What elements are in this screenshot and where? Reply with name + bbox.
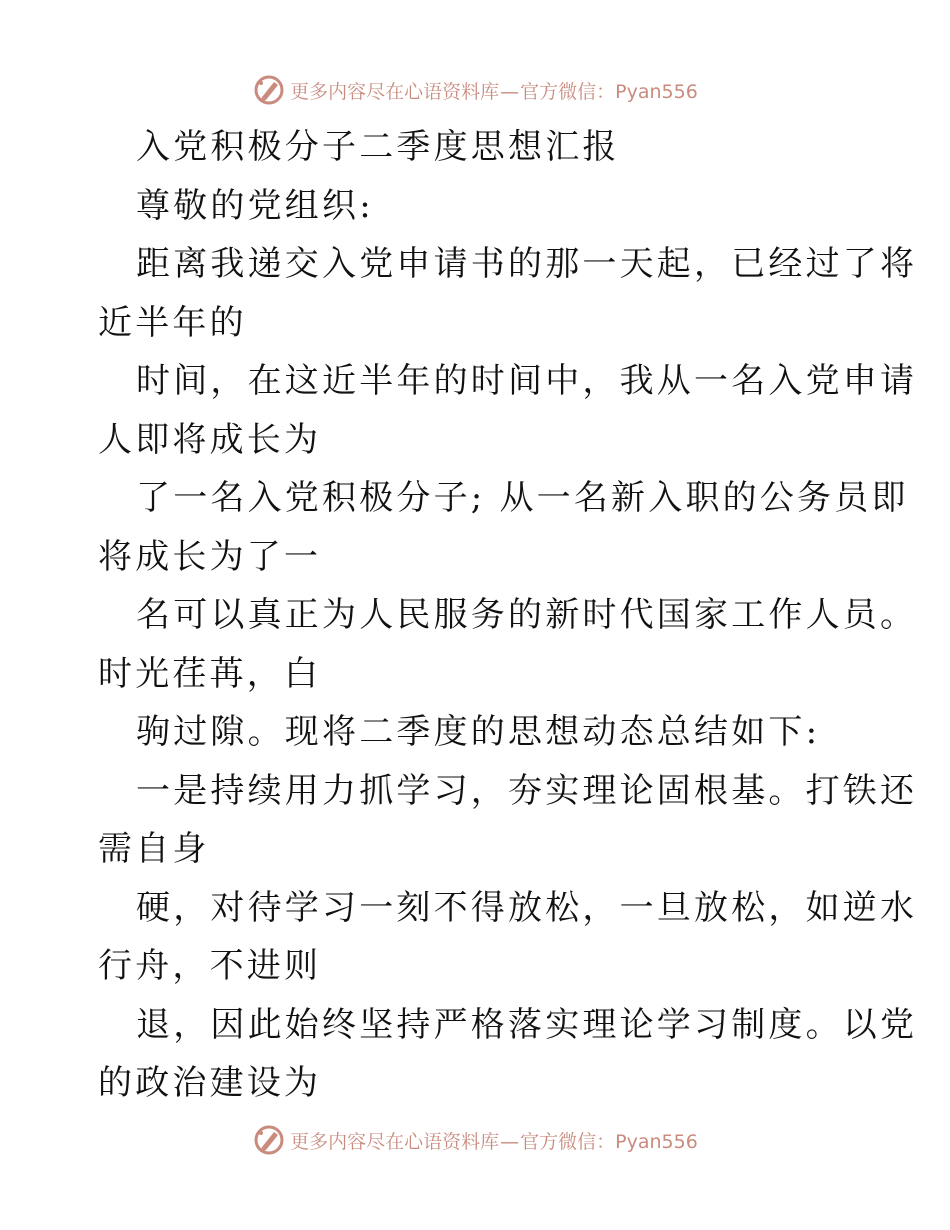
- header-watermark: [0, 70, 950, 110]
- paragraph-line: 距离我递交入党申请书的那一天起，已经过了将: [136, 244, 918, 284]
- document-title: 入党积极分子二季度思想汇报: [136, 127, 620, 167]
- watermark-dash: —: [500, 80, 520, 103]
- document-body: [98, 118, 918, 1113]
- paragraph-line: 将成长为了一: [98, 536, 322, 577]
- paragraph-line: 名可以真正为人民服务的新时代国家工作人员。: [136, 595, 918, 635]
- paragraph-line: 时间，在这近半年的时间中，我从一名入党申请: [136, 361, 918, 401]
- watermark-site-text: 更多内容尽在心语资料库: [290, 80, 500, 103]
- pen-seal-logo-icon: [252, 1123, 286, 1157]
- paragraph-line: 近半年的: [98, 302, 247, 343]
- paragraph-line: 硬，对待学习一刻不得放松，一旦放松，如逆水: [136, 887, 918, 928]
- watermark-site-text: 更多内容尽在心语资料库: [290, 1130, 500, 1153]
- paragraph-line: 驹过隙。现将二季度的思想动态总结如下:: [136, 712, 821, 752]
- paragraph-line: 一是持续用力抓学习，夯实理论固根基。打铁还: [136, 770, 918, 811]
- watermark-dash: —: [500, 1130, 520, 1153]
- watermark-contact-text: 官方微信：Pyan556: [520, 80, 698, 103]
- watermark-text: [290, 1127, 698, 1154]
- paragraph-line: 人即将成长为: [98, 419, 322, 460]
- footer-watermark: [0, 1120, 950, 1160]
- paragraph-line: 时光荏苒，白: [98, 653, 322, 694]
- pen-seal-logo-icon: [252, 73, 286, 107]
- paragraph-line: 的政治建设为: [98, 1063, 322, 1103]
- paragraph-line: 了一名入党积极分子; 从一名新入职的公务员即: [136, 478, 909, 518]
- paragraph-line: 退，因此始终坚持严格落实理论学习制度。以党: [136, 1004, 918, 1045]
- paragraph-line: 需自身: [98, 829, 210, 869]
- salutation: 尊敬的党组织:: [136, 185, 374, 226]
- watermark-text: [290, 77, 698, 104]
- paragraph-line: 行舟，不进则: [98, 946, 322, 986]
- watermark-contact-text: 官方微信：Pyan556: [520, 1130, 698, 1153]
